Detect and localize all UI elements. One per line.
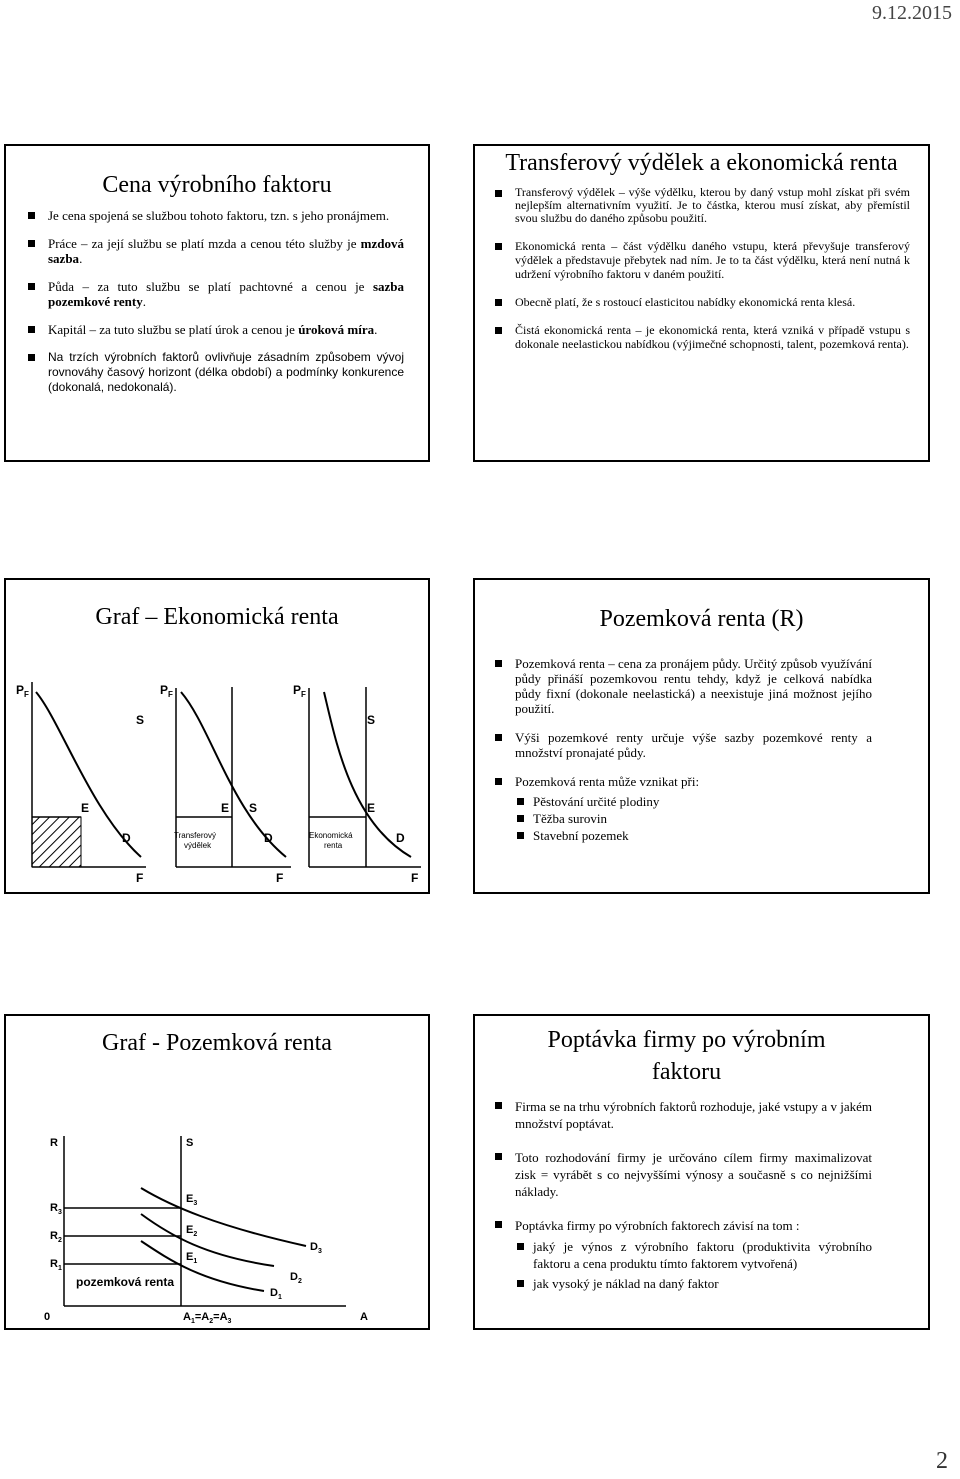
label-d1: $D_1$ — [270, 1287, 282, 1301]
bullet-square-icon — [517, 832, 524, 839]
bullet-square-icon — [495, 327, 502, 334]
label-transfer-2: výdělek — [184, 841, 212, 850]
label-poz: pozemková renta — [76, 1275, 175, 1289]
label-d-3: D — [396, 831, 405, 845]
label-r3: $R_3$ — [50, 1202, 62, 1216]
bullet-square-icon — [495, 1102, 502, 1109]
slide-transferovy-vydelek — [473, 144, 930, 462]
bullet-square-icon — [28, 326, 35, 333]
label-e-2: E — [221, 801, 230, 815]
bullet-square-icon — [495, 243, 502, 250]
label-e3: $E_3$ — [186, 1193, 198, 1207]
label-d-1: D — [122, 831, 131, 845]
label-s-3: S — [367, 713, 376, 727]
economic-rent-diagram — [6, 652, 428, 892]
label-f-3: F — [411, 871, 419, 885]
list-item: Na trzích výrobních faktorů ovlivňuje zásadním způsobem vývoj rovnováhy časový horizont (délka období) a podmínky konkurence (dokonalá, nedokonalá). — [24, 350, 404, 395]
bullet-square-icon — [517, 1243, 524, 1250]
list-item: Pozemková renta – cena za pronájem půdy. Určitý způsob využívání půdy přináší pozemkovou rentu tehdy, když je celková nabídka půdy fixní (dokonale neelastická) a neexistuje jiná možnost jejího použití. — [491, 656, 872, 716]
bullet-square-icon — [517, 815, 524, 822]
slide-title: Graf – Ekonomická renta — [95, 604, 339, 630]
label-e-3: E — [367, 801, 376, 815]
demand-curve-d3 — [141, 1188, 306, 1246]
bullet-square-icon — [495, 1153, 502, 1160]
bullet-square-icon — [495, 190, 502, 197]
list-item: Půda – za tuto službu se platí pachtovné a cenou je sazba pozemkové renty. — [24, 279, 404, 309]
bullet-square-icon — [517, 1280, 524, 1287]
label-d-2: D — [264, 831, 273, 845]
label-econ-2: renta — [324, 841, 343, 850]
label-econ: Ekonomická — [309, 831, 353, 840]
label-s-2: S — [249, 801, 258, 815]
page-number: 2 — [936, 1448, 948, 1474]
list-item: Poptávka firmy po výrobních faktorech závisí na tom : jaký je výnos z výrobního faktoru (produktivita výrobního faktoru a cena produktu tímto faktorem vytvořená) jak vysoký je náklad na daný faktor — [491, 1217, 872, 1292]
bullet-square-icon — [495, 778, 502, 785]
label-zero: 0 — [44, 1311, 51, 1323]
sub-list-item: Stavební pozemek — [515, 827, 872, 844]
sub-list-item: Těžba surovin — [515, 810, 872, 827]
bullet-square-icon — [495, 299, 502, 306]
bullet-list — [491, 1098, 872, 1292]
slide-graf-ekonomicka-renta — [4, 578, 430, 894]
demand-curve-d2 — [141, 1214, 274, 1266]
slide-graf-pozemkova-renta — [4, 1014, 430, 1330]
label-d3: $D_3$ — [310, 1241, 322, 1255]
list-item: Kapitál – za tuto službu se platí úrok a cenou je úroková míra. — [24, 322, 404, 337]
label-r2: $R_2$ — [50, 1230, 62, 1244]
list-item: Obecně platí, že s rostoucí elasticitou nabídky ekonomická renta klesá. — [491, 295, 910, 309]
list-item: Ekonomická renta – část výdělku daného vstupu, která převyšuje transferový výdělek a představuje přebytek nad ním. Je to ta část výdělku, která není nutná k udržení výrobního faktoru v daném použití. — [491, 239, 910, 281]
label-d2: $D_2$ — [290, 1271, 302, 1285]
bullet-square-icon — [495, 734, 502, 741]
bullet-square-icon — [28, 240, 35, 247]
axis-label-pf-3: $P_F$ — [293, 683, 306, 699]
bullet-list — [491, 186, 910, 351]
slide-poptavka-firmy — [473, 1014, 930, 1330]
page-date: 9.12.2015 — [872, 2, 952, 24]
list-item: Výši pozemkové renty určuje výše sazby pozemkové renty a množství pronajaté půdy. — [491, 730, 872, 760]
bullet-square-icon — [495, 1221, 502, 1228]
slide-title: Poptávka firmy po výrobním faktoru — [547, 1027, 826, 1085]
label-r: R — [50, 1137, 58, 1149]
list-item: Práce – za její službu se platí mzda a cenou této služby je mzdová sazba. — [24, 236, 404, 266]
bullet-list — [491, 656, 872, 844]
list-item: Firma se na trhu výrobních faktorů rozhoduje, jaké vstupy a v jakém množství poptávat. — [491, 1098, 872, 1132]
axis-label-pf-2: $P_F$ — [160, 683, 173, 699]
label-s-1: S — [136, 713, 145, 727]
label-r1: $R_1$ — [50, 1258, 62, 1272]
label-transfer: Transferový — [174, 831, 216, 840]
list-item: Je cena spojená se službou tohoto faktoru, tzn. s jeho pronájmem. — [24, 208, 404, 223]
slide-title: Cena výrobního faktoru — [102, 172, 332, 198]
slide-cena-vyrobniho-faktoru — [4, 144, 430, 462]
bullet-square-icon — [28, 212, 35, 219]
label-e1: $E_1$ — [186, 1251, 198, 1265]
list-item: Transferový výdělek – výše výdělku, kterou by daný vstup mohl získat při svém nejlepším alternativním využití. Je to částka, kterou musí získat, aby přemístil svou službu do daného způsobu použití. — [491, 186, 910, 225]
land-rent-diagram — [6, 1096, 428, 1326]
list-item: Toto rozhodování firmy je určováno cílem firmy maximalizovat zisk = vyrábět s co nejvyššími výnosy a současně s co nejnižšími náklady. — [491, 1149, 872, 1200]
slide-title: Graf - Pozemková renta — [102, 1030, 332, 1056]
label-a: A — [360, 1311, 368, 1323]
bullet-square-icon — [28, 283, 35, 290]
slide-title: Transferový výdělek a ekonomická renta — [505, 150, 898, 176]
axis-label-pf-1: $P_F$ — [16, 683, 29, 699]
sub-list-item: jaký je výnos z výrobního faktoru (produktivita výrobního faktoru a cena produktu tímto faktorem vytvořená) — [515, 1238, 872, 1272]
label-f-1: F — [136, 871, 144, 885]
sub-list — [515, 793, 872, 844]
slide-title: Pozemková renta (R) — [599, 606, 804, 632]
label-s: S — [186, 1137, 194, 1149]
label-e-1: E — [81, 801, 90, 815]
label-e2: $E_2$ — [186, 1224, 198, 1238]
bullet-square-icon — [28, 354, 35, 361]
list-item: Čistá ekonomická renta – je ekonomická renta, která vzniká v případě vstupu s dokonale neelastickou nabídkou (výjimečné schopnosti, talent, pozemková renta). — [491, 323, 910, 351]
bullet-square-icon — [517, 798, 524, 805]
label-f-2: F — [276, 871, 284, 885]
sub-list-item: jak vysoký je náklad na daný faktor — [515, 1275, 872, 1292]
hatched-area — [32, 817, 81, 867]
bullet-square-icon — [495, 660, 502, 667]
sub-list — [515, 1238, 872, 1292]
label-a-eq: $A_1=A_2=A_3$ — [183, 1311, 232, 1325]
list-item: Pozemková renta může vznikat při: Pěstování určité plodiny Těžba surovin Stavební pozemek — [491, 774, 872, 844]
bullet-list — [24, 208, 404, 395]
slide-pozemkova-renta — [473, 578, 930, 894]
sub-list-item: Pěstování určité plodiny — [515, 793, 872, 810]
